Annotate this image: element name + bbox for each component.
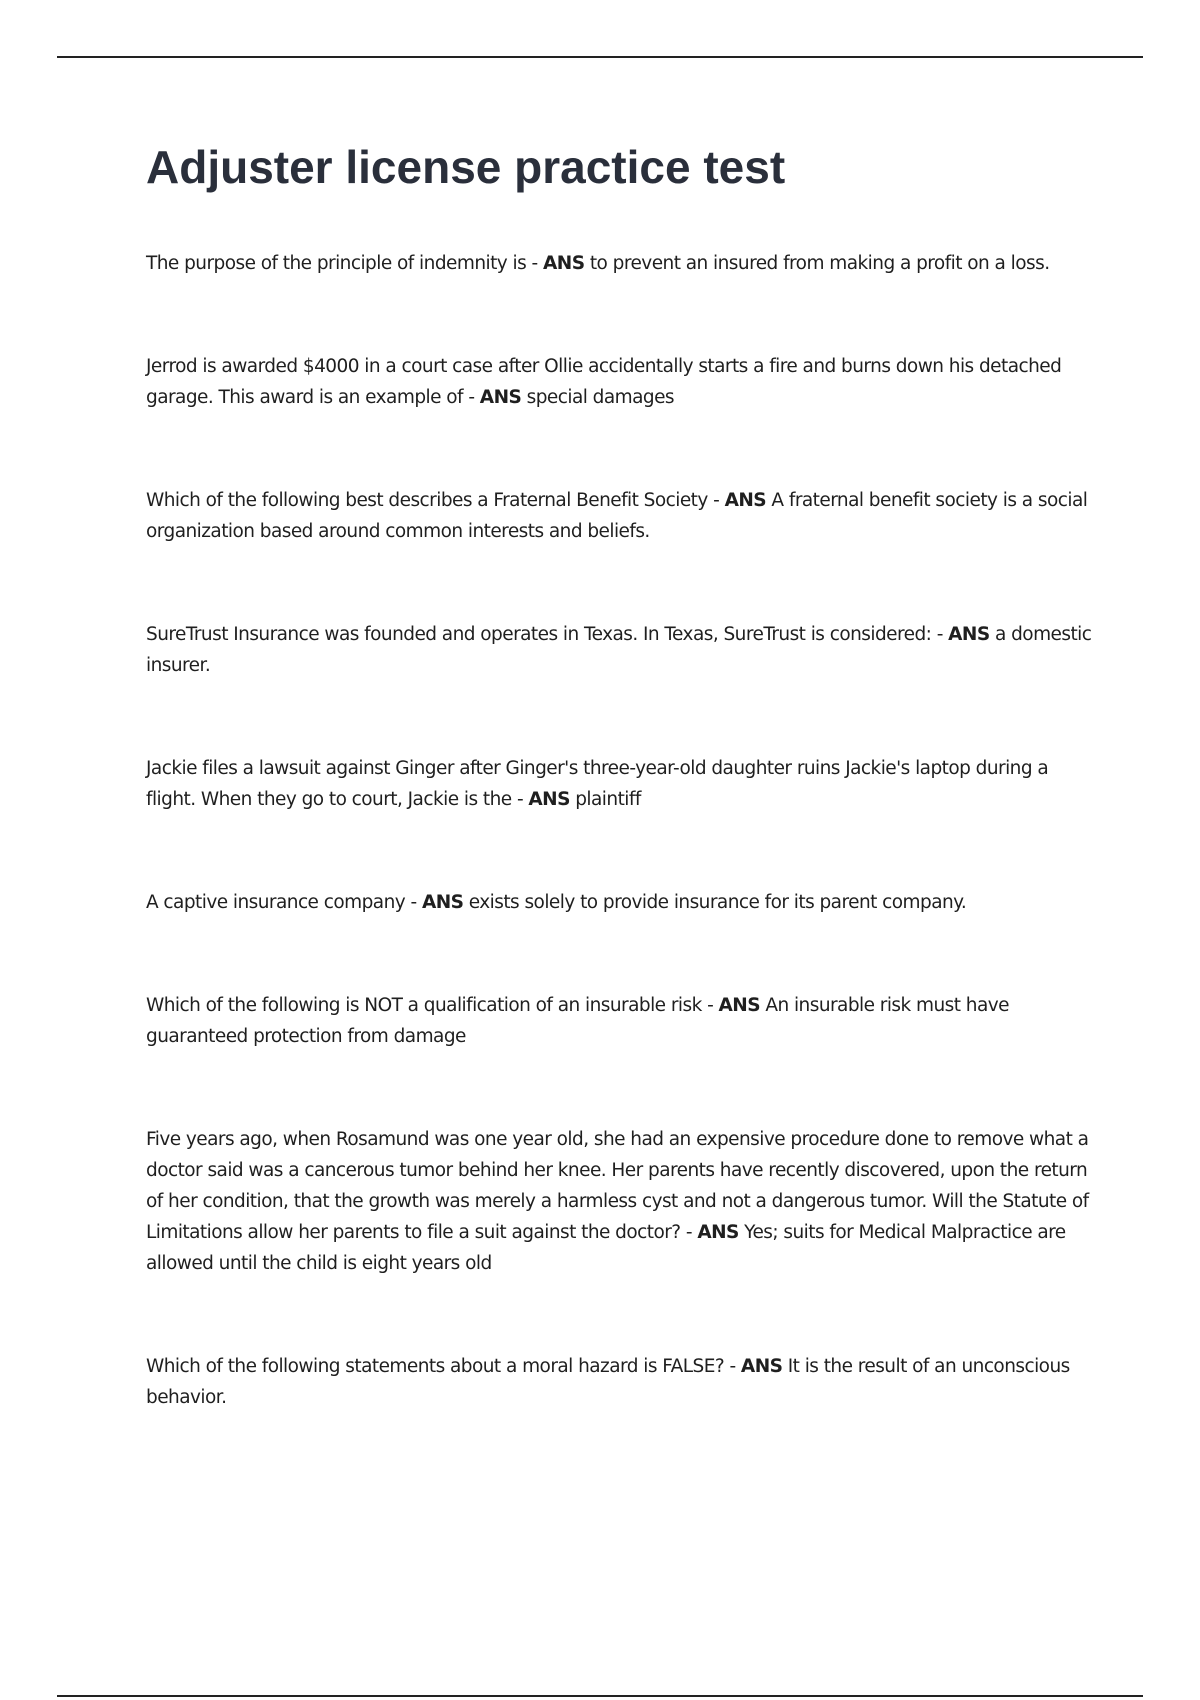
question-text: A captive insurance company	[146, 892, 406, 913]
answer-text: plaintiff	[575, 789, 641, 810]
question-text: Jerrod is awarded $4000 in a court case after Ollie accidentally starts a fire and burns down his detached garage. This award is an example of	[146, 356, 1062, 408]
answer-text: special damages	[526, 387, 675, 408]
qa-item	[146, 753, 1096, 815]
qa-list	[146, 248, 1096, 1485]
answer-marker: ANS	[948, 624, 990, 645]
qa-item	[146, 485, 1096, 547]
separator: -	[680, 1222, 698, 1243]
question-text: Which of the following is NOT a qualification of an insurable risk	[146, 995, 702, 1016]
answer-marker: ANS	[479, 387, 522, 408]
qa-item	[146, 619, 1096, 681]
qa-item	[146, 1351, 1096, 1413]
separator: -	[931, 624, 949, 645]
separator: -	[701, 995, 719, 1016]
question-text: Jackie files a lawsuit against Ginger after Ginger's three-year-old daughter ruins Jackie's laptop during a flight. When they go to court, Jackie is the	[146, 758, 1049, 810]
document-title: Adjuster license practice test	[146, 141, 786, 193]
separator: -	[724, 1356, 741, 1377]
answer-marker: ANS	[697, 1222, 739, 1243]
answer-text: An insurable risk must have guaranteed protection from damage	[146, 995, 1009, 1047]
separator: -	[526, 253, 543, 274]
answer-text: A fraternal benefit society is a social organization based around common interests and beliefs.	[146, 490, 1088, 542]
question-text: Which of the following best describes a Fraternal Benefit Society	[146, 490, 708, 511]
question-text: Which of the following statements about a moral hazard is FALSE?	[146, 1356, 725, 1377]
answer-text: to prevent an insured from making a profit on a loss.	[589, 253, 1050, 274]
qa-item	[146, 351, 1096, 413]
question-text: Five years ago, when Rosamund was one year old, she had an expensive procedure done to remove what a doctor said was a cancerous tumor behind her knee. Her parents have recently discovered, upon the return of her condition, that the growth was merely a harmless cyst and not a dangerous tumor. Will the Statute of Limitations allow her parents to file a suit against the doctor?	[146, 1129, 1089, 1243]
answer-text: Yes; suits for Medical Malpractice are allowed until the child is eight years old	[146, 1222, 1066, 1274]
answer-marker: ANS	[724, 490, 767, 511]
answer-marker: ANS	[740, 1356, 783, 1377]
qa-item	[146, 1124, 1096, 1279]
qa-item	[146, 248, 1096, 279]
separator: -	[707, 490, 725, 511]
qa-item	[146, 887, 1096, 918]
answer-text: exists solely to provide insurance for its parent company.	[468, 892, 967, 913]
question-text: SureTrust Insurance was founded and operates in Texas. In Texas, SureTrust is considered:	[146, 624, 932, 645]
separator: -	[405, 892, 422, 913]
separator: -	[511, 789, 529, 810]
answer-marker: ANS	[543, 253, 585, 274]
top-divider	[57, 56, 1143, 58]
answer-marker: ANS	[528, 789, 570, 810]
answer-text: It is the result of an unconscious behavior.	[146, 1356, 1070, 1408]
answer-text: a domestic insurer.	[146, 624, 1092, 676]
separator: -	[463, 387, 480, 408]
answer-marker: ANS	[718, 995, 761, 1016]
qa-item	[146, 990, 1096, 1052]
answer-marker: ANS	[421, 892, 464, 913]
bottom-divider	[57, 1695, 1143, 1697]
question-text: The purpose of the principle of indemnity is	[146, 253, 527, 274]
